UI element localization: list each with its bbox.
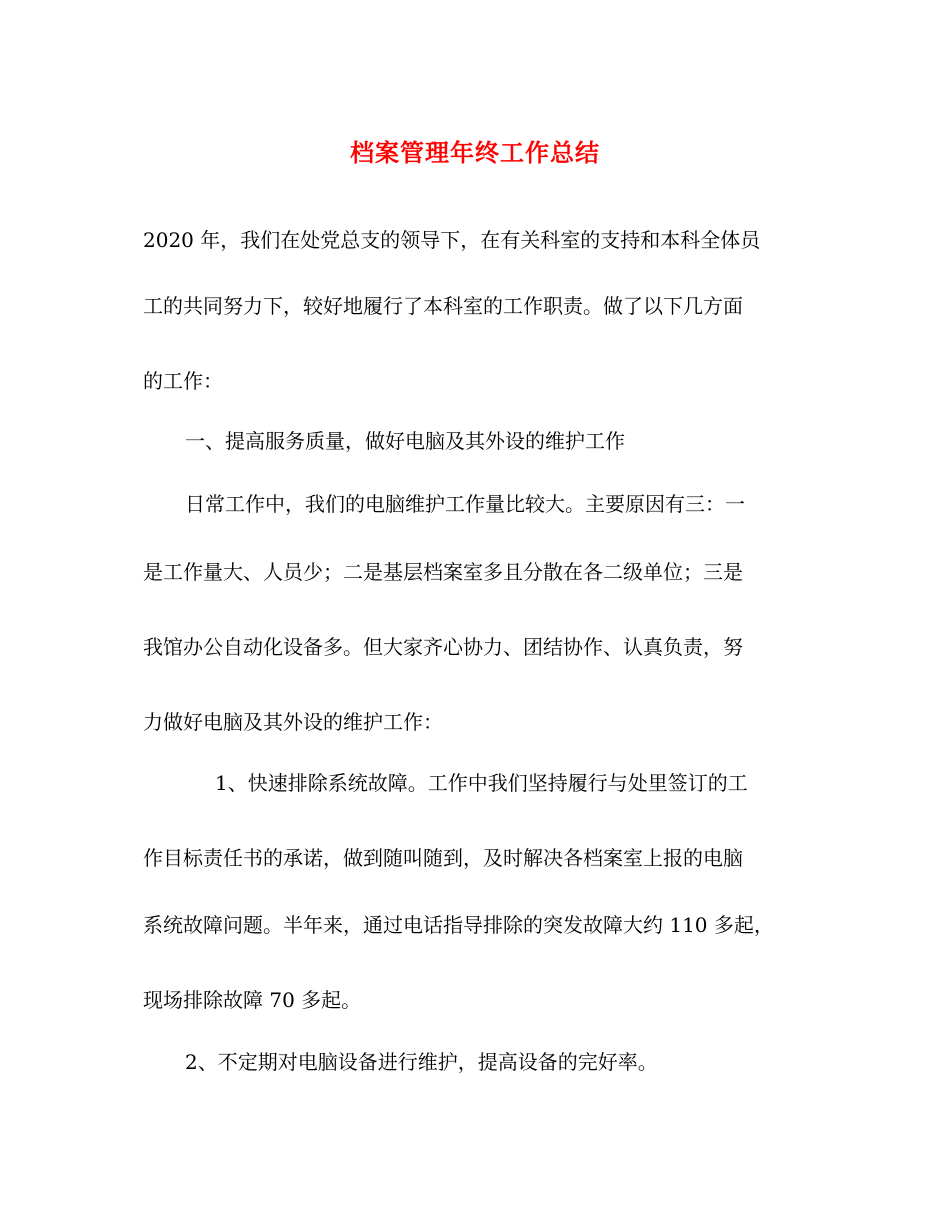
document-title: 档案管理年终工作总结 [350,138,600,167]
list-item: 2、不定期对电脑设备进行维护，提高设备的完好率。 [185,1050,658,1074]
body-line: 是工作量大、人员少；二是基层档案室多且分散在各二级单位；三是 [143,560,743,584]
body-line: 力做好电脑及其外设的维护工作： [143,710,443,734]
body-line: 作目标责任书的承诺，做到随叫随到，及时解决各档案室上报的电脑 [143,846,743,870]
body-line: 的工作： [143,369,223,393]
section-heading: 一、提高服务质量，做好电脑及其外设的维护工作 [185,429,625,453]
body-line: 日常工作中，我们的电脑维护工作量比较大。主要原因有三：一 [185,492,745,516]
body-line: 工的共同努力下，较好地履行了本科室的工作职责。做了以下几方面 [143,294,743,318]
body-line: 2020 年，我们在处党总支的领导下，在有关科室的支持和本科全体员 [143,228,761,252]
body-line: 现场排除故障 70 多起。 [143,988,362,1012]
body-line: 我馆办公自动化设备多。但大家齐心协力、团结协作、认真负责，努 [143,635,743,659]
list-item: 1、快速排除系统故障。工作中我们坚持履行与处里签订的工 [215,771,748,795]
body-line: 系统故障问题。半年来，通过电话指导排除的突发故障大约 110 多起， [143,913,774,937]
